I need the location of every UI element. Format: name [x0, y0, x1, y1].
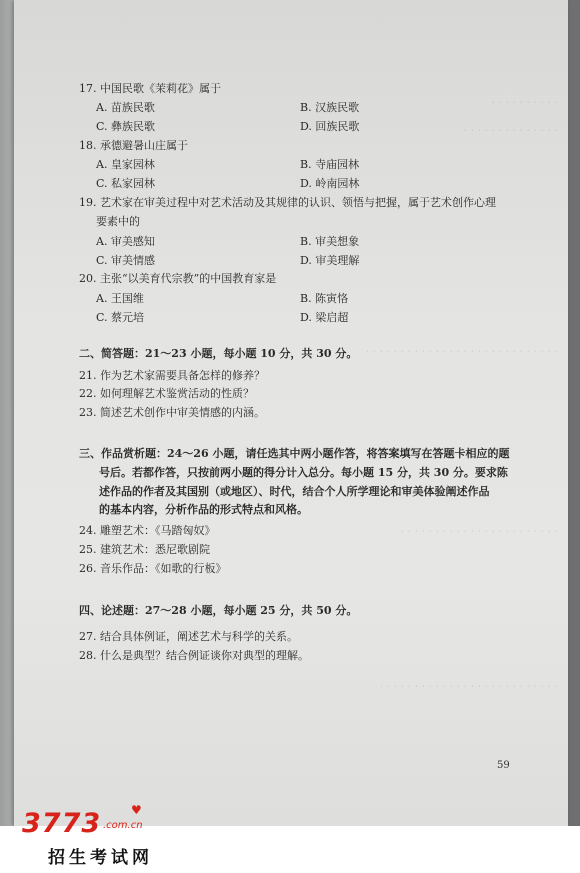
bleed-through-text: · · · · · · · · · · · · · · · · · · · · · · · · · · · ·: [365, 345, 558, 358]
watermark-logo-number: 3773: [22, 808, 102, 839]
section-3-heading-line-1: 三、作品赏析题：24～26 小题，请任选其中两小题作答，将答案填写在答题卡相应的题: [79, 447, 510, 460]
bleed-through-text: · · · · · · · · · · · · · · · · · · · · · · · · · ·: [379, 680, 558, 693]
question-17-stem: 17. 中国民歌《茉莉花》属于: [79, 82, 221, 95]
bleed-through-text: · · · · · · · · · ·: [491, 96, 558, 109]
section-3-heading-line-4: 的基本内容，分析作品的形式特点和风格。: [99, 503, 308, 516]
question-20-option-d: D. 梁启超: [300, 311, 349, 324]
question-21: 21. 作为艺术家需要具备怎样的修养？: [79, 369, 265, 382]
question-18-option-d: D. 岭南园林: [300, 177, 360, 190]
question-18-stem: 18. 承德避暑山庄属于: [79, 139, 188, 152]
question-17-option-a: A. 苗族民歌: [96, 101, 155, 114]
question-22: 22. 如何理解艺术鉴赏活动的性质？: [79, 387, 254, 400]
question-27: 27. 结合具体例证，阐述艺术与科学的关系。: [79, 630, 298, 643]
question-20-option-b: B. 陈寅恪: [300, 292, 349, 305]
question-19-option-b: B. 审美想象: [300, 235, 360, 248]
question-20-stem: 20. 主张“以美育代宗教”的中国教育家是: [79, 272, 277, 285]
question-20-option-a: A. 王国维: [96, 292, 144, 305]
question-19-option-a: A. 审美感知: [96, 235, 155, 248]
question-17-option-c: C. 彝族民歌: [96, 120, 156, 133]
question-28: 28. 什么是典型？结合例证谈你对典型的理解。: [79, 649, 309, 662]
bleed-through-text: · · · · · · · · · · · · · ·: [463, 124, 558, 137]
question-18-option-b: B. 寺庙园林: [300, 158, 360, 171]
watermark-slogan: 招生考试网: [48, 848, 153, 868]
question-18-option-a: A. 皇家园林: [96, 158, 155, 171]
question-19-stem-line-2: 要素中的: [96, 215, 140, 228]
question-17-option-d: D. 回族民歌: [300, 120, 360, 133]
question-18-option-c: C. 私家园林: [96, 177, 156, 190]
question-23: 23. 简述艺术创作中审美情感的内涵。: [79, 406, 265, 419]
section-2-heading: 二、简答题：21～23 小题，每小题 10 分，共 30 分。: [79, 347, 358, 360]
page-number: 59: [497, 760, 510, 771]
watermark-domain: .com.cn: [103, 820, 143, 831]
question-17-option-b: B. 汉族民歌: [300, 101, 360, 114]
section-3-heading-line-3: 述作品的作者及其国别（或地区）、时代，结合个人所学理论和审美体验阐述作品: [99, 485, 490, 498]
question-19-option-c: C. 审美情感: [96, 254, 156, 267]
question-24: 24. 雕塑艺术：《马踏匈奴》: [79, 524, 216, 537]
question-19-stem-line-1: 19. 艺术家在审美过程中对艺术活动及其规律的认识、领悟与把握，属于艺术创作心理: [79, 196, 496, 209]
section-3-heading-line-2: 号后。若都作答，只按前两小题的得分计入总分。每小题 15 分，共 30 分。要求陈: [99, 466, 508, 479]
question-26: 26. 音乐作品：《如歌的行板》: [79, 562, 227, 575]
bleed-through-text: · · · · · · · · · · · · · · · · · · · · · · ·: [400, 525, 558, 538]
question-25: 25. 建筑艺术：悉尼歌剧院: [79, 543, 210, 556]
question-20-option-c: C. 蔡元培: [96, 311, 145, 324]
section-4-heading: 四、论述题：27～28 小题，每小题 25 分，共 50 分。: [79, 604, 358, 617]
question-19-option-d: D. 审美理解: [300, 254, 360, 267]
heart-icon: ♥: [131, 803, 142, 817]
